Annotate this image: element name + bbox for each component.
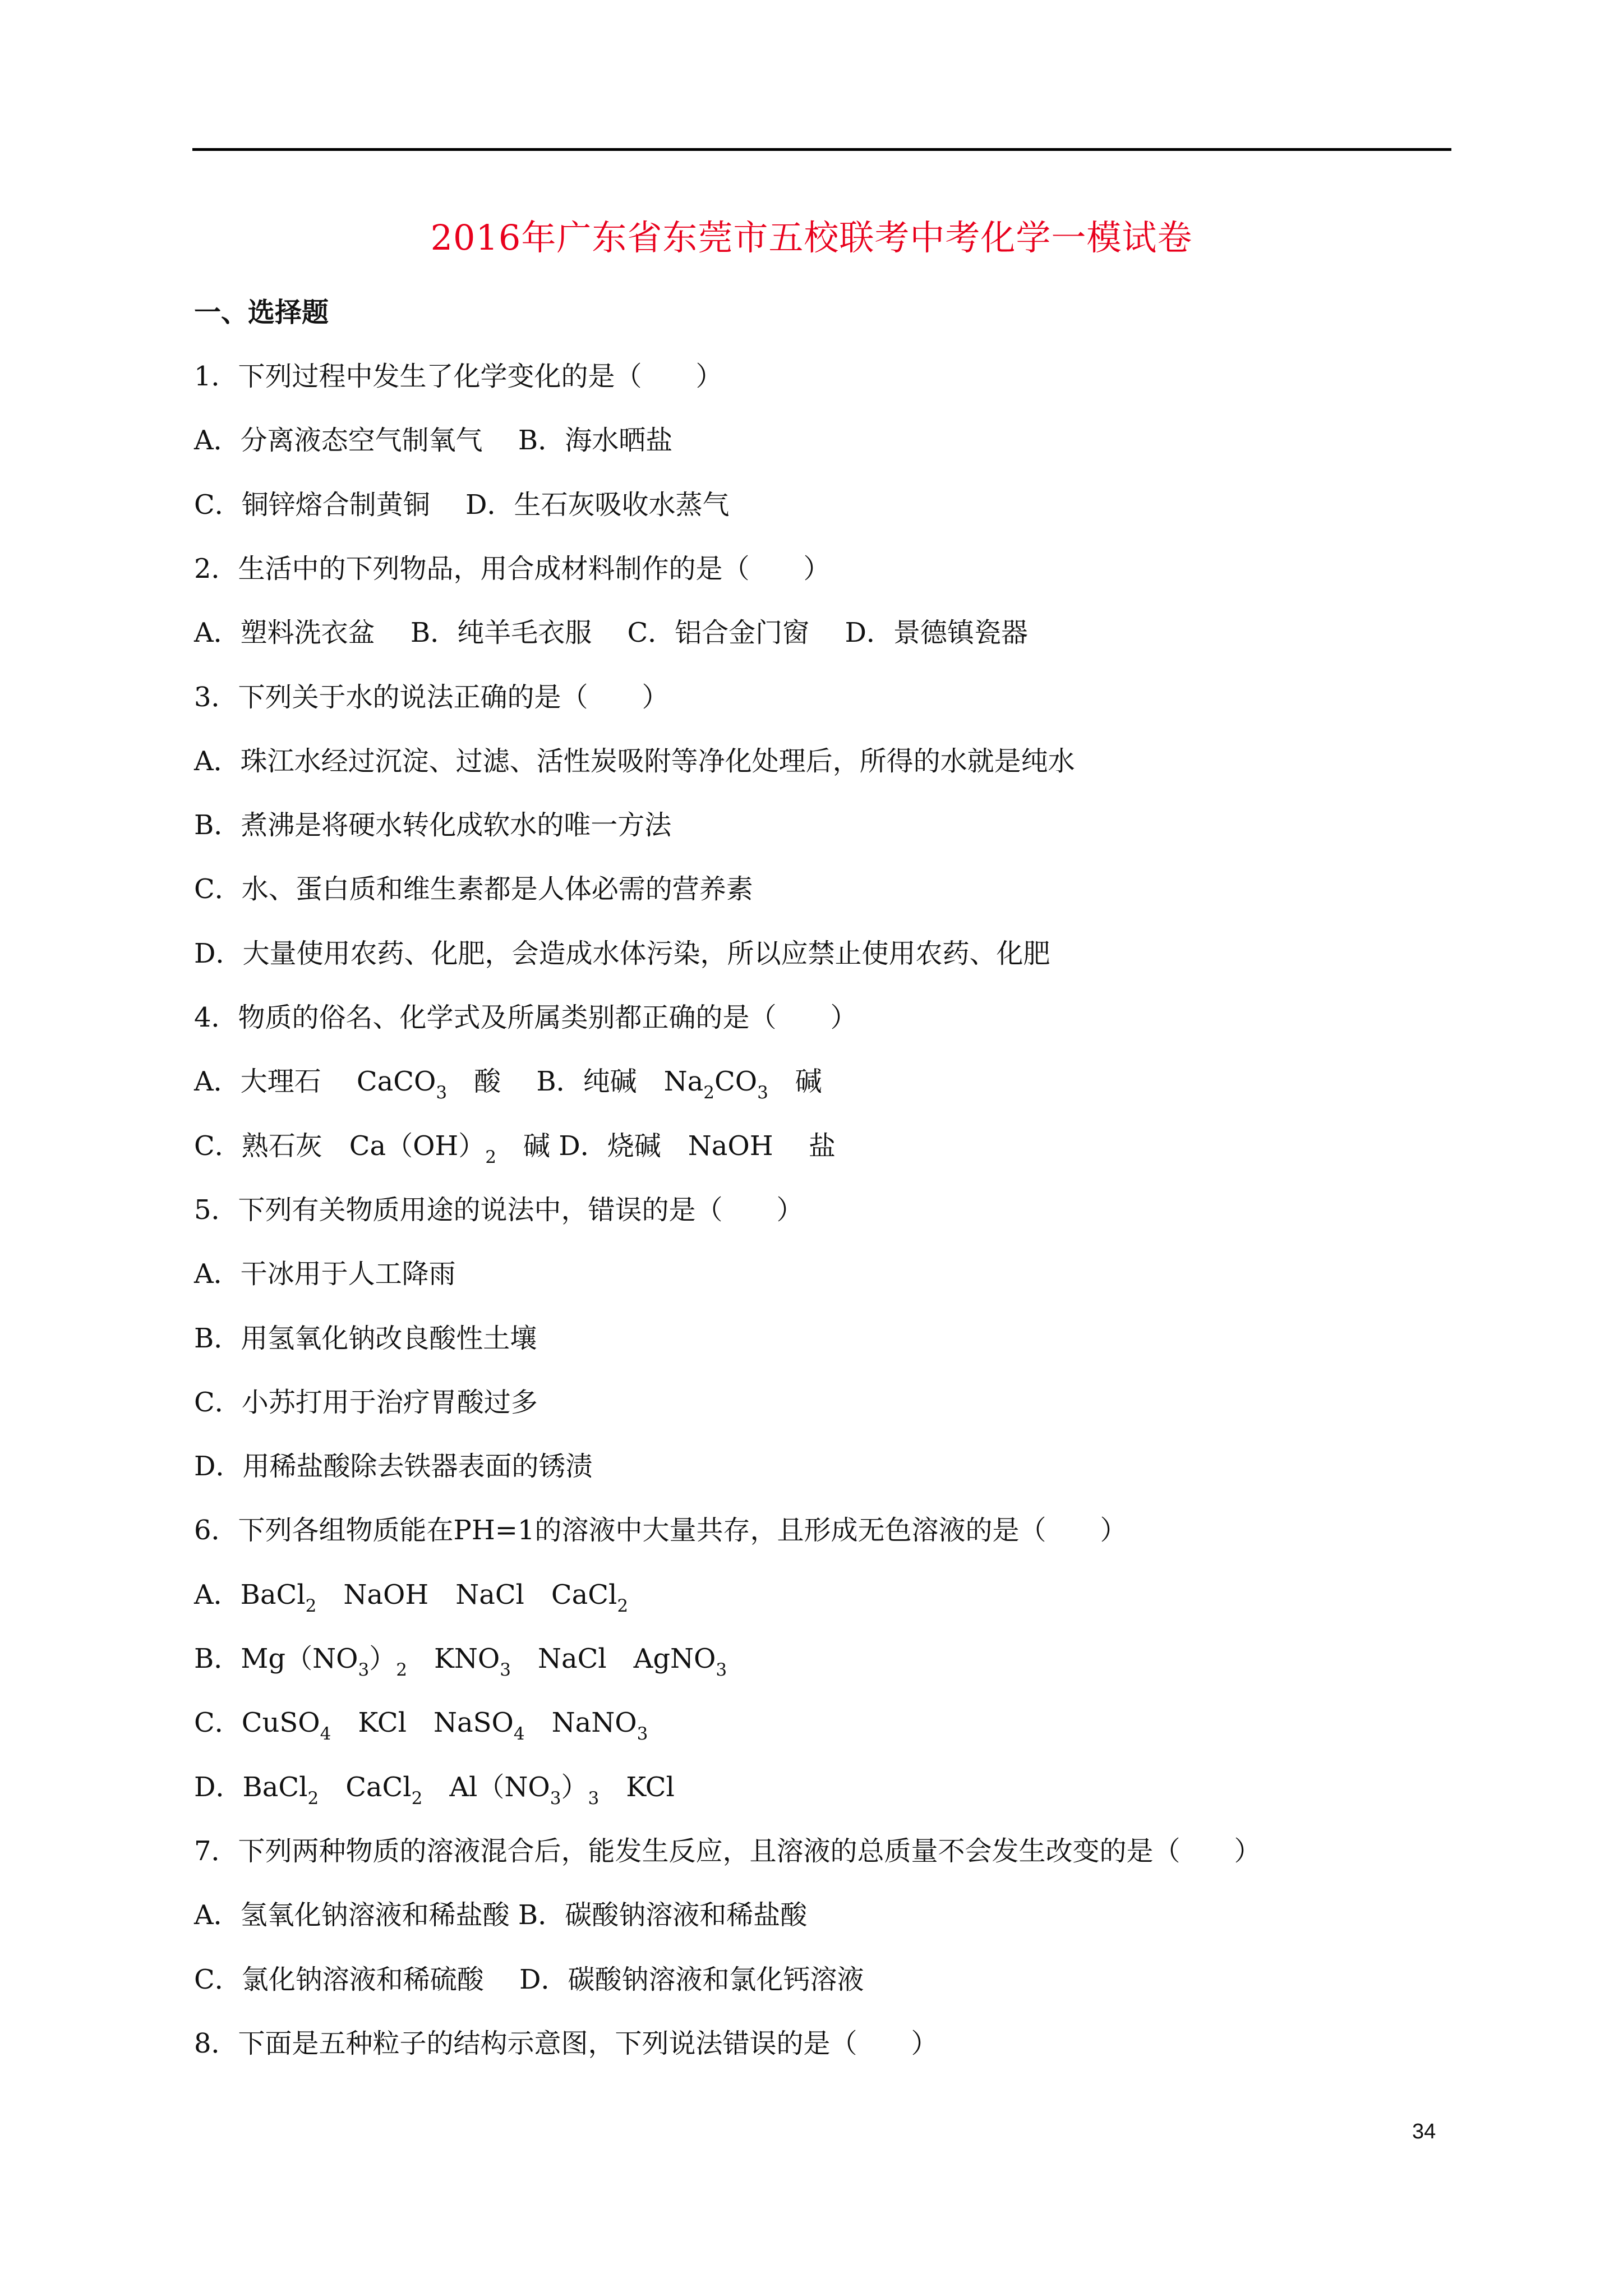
subscript: 2 [485,1147,497,1167]
text-line: C．氯化钠溶液和稀硫酸 D．碳酸钠溶液和氯化钙溶液 [194,1963,864,1995]
header-rule [192,148,1451,151]
text-fragment: 碱 [768,1066,822,1098]
text-line: C．小苏打用于治疗胃酸过多 [194,1386,538,1418]
text-fragment: KCl NaSO [331,1707,514,1739]
text-line: A．分离液态空气制氧气 B．海水晒盐 [194,425,673,457]
text-fragment: C．熟石灰 Ca（OH） [194,1130,486,1162]
text-fragment: B．Mg（NO [194,1643,358,1674]
section-heading: 一、选择题 [194,297,329,328]
subscript: 2 [396,1660,407,1680]
text-fragment: NaCl AgNO [510,1643,716,1674]
page-number: 34 [1412,2120,1436,2143]
text-fragment: C．CuSO [194,1707,320,1739]
text-line: C．水、蛋白质和维生素都是人体必需的营养素 [194,873,753,905]
text-fragment: ） [561,1771,588,1803]
text-line: A．塑料洗衣盆 B．纯羊毛衣服 C．铝合金门窗 D．景德镇瓷器 [194,617,1028,649]
text-line: C．铜锌熔合制黄铜 D．生石灰吸收水蒸气 [194,489,730,521]
subscript: 2 [307,1788,319,1809]
subscript: 3 [358,1660,370,1680]
text-line: D．大量使用农药、化肥，会造成水体污染，所以应禁止使用农药、化肥 [194,937,1050,969]
subscript: 3 [716,1660,727,1680]
text-fragment: Al（NO [422,1771,550,1803]
text-line: B．煮沸是将硬水转化成软水的唯一方法 [194,809,672,841]
text-line: 1．下列过程中发生了化学变化的是（ ） [194,361,723,392]
subscript: 2 [411,1788,423,1809]
text-line: 8．下面是五种粒子的结构示意图，下列说法错误的是（ ） [194,2027,938,2059]
text-fragment: CO [714,1066,758,1098]
text-fragment: 碱 D．烧碱 NaOH 盐 [496,1130,836,1162]
text-fragment: KCl [599,1771,675,1803]
text-line [194,1768,675,1810]
text-line [194,1062,822,1105]
text-fragment: NaNO [524,1707,637,1739]
subscript: 2 [617,1595,629,1616]
text-fragment: A．大理石 CaCO [194,1066,436,1098]
subscript: 3 [757,1083,768,1103]
text-line: 7．下列两种物质的溶液混合后，能发生反应，且溶液的总质量不会发生改变的是（ ） [194,1835,1261,1867]
text-fragment: CaCl [319,1771,412,1803]
text-line: 5．下列有关物质用途的说法中，错误的是（ ） [194,1194,804,1226]
text-line: 2．生活中的下列物品，用合成材料制作的是（ ） [194,553,831,585]
text-fragment: ） [369,1643,396,1674]
subscript: 3 [637,1724,648,1745]
text-line [194,1575,628,1618]
subscript: 2 [703,1083,714,1103]
text-line [194,1126,836,1169]
subscript: 2 [305,1595,317,1616]
text-line: A．氢氧化钠溶液和稀盐酸 B．碳酸钠溶液和稀盐酸 [194,1899,808,1931]
text-fragment: A．BaCl [194,1579,306,1611]
page-title: 2016年广东省东莞市五校联考中考化学一模试卷 [430,217,1193,258]
text-line [194,1703,648,1746]
subscript: 4 [320,1724,331,1745]
text-line: 3．下列关于水的说法正确的是（ ） [194,681,669,713]
text-fragment: KNO [407,1643,500,1674]
text-line: D．用稀盐酸除去铁器表面的锈渍 [194,1451,593,1483]
text-line: 4．物质的俗名、化学式及所属类别都正确的是（ ） [194,1002,857,1033]
text-line: B．用氢氧化钠改良酸性土壤 [194,1322,537,1354]
subscript: 3 [500,1660,511,1680]
text-fragment: 酸 B．纯碱 Na [447,1066,704,1098]
text-line: 6．下列各组物质能在PH=1的溶液中大量共存，且形成无色溶液的是（ ） [194,1515,1127,1547]
subscript: 3 [550,1788,561,1809]
text-line: A．珠江水经过沉淀、过滤、活性炭吸附等净化处理后，所得的水就是纯水 [194,745,1075,777]
text-line: A．干冰用于人工降雨 [194,1258,456,1290]
subscript: 3 [436,1083,448,1103]
subscript: 3 [588,1788,600,1809]
text-line [194,1639,727,1682]
text-fragment: NaOH NaCl CaCl [316,1579,617,1611]
text-fragment: D．BaCl [194,1771,308,1803]
subscript: 4 [513,1724,525,1745]
